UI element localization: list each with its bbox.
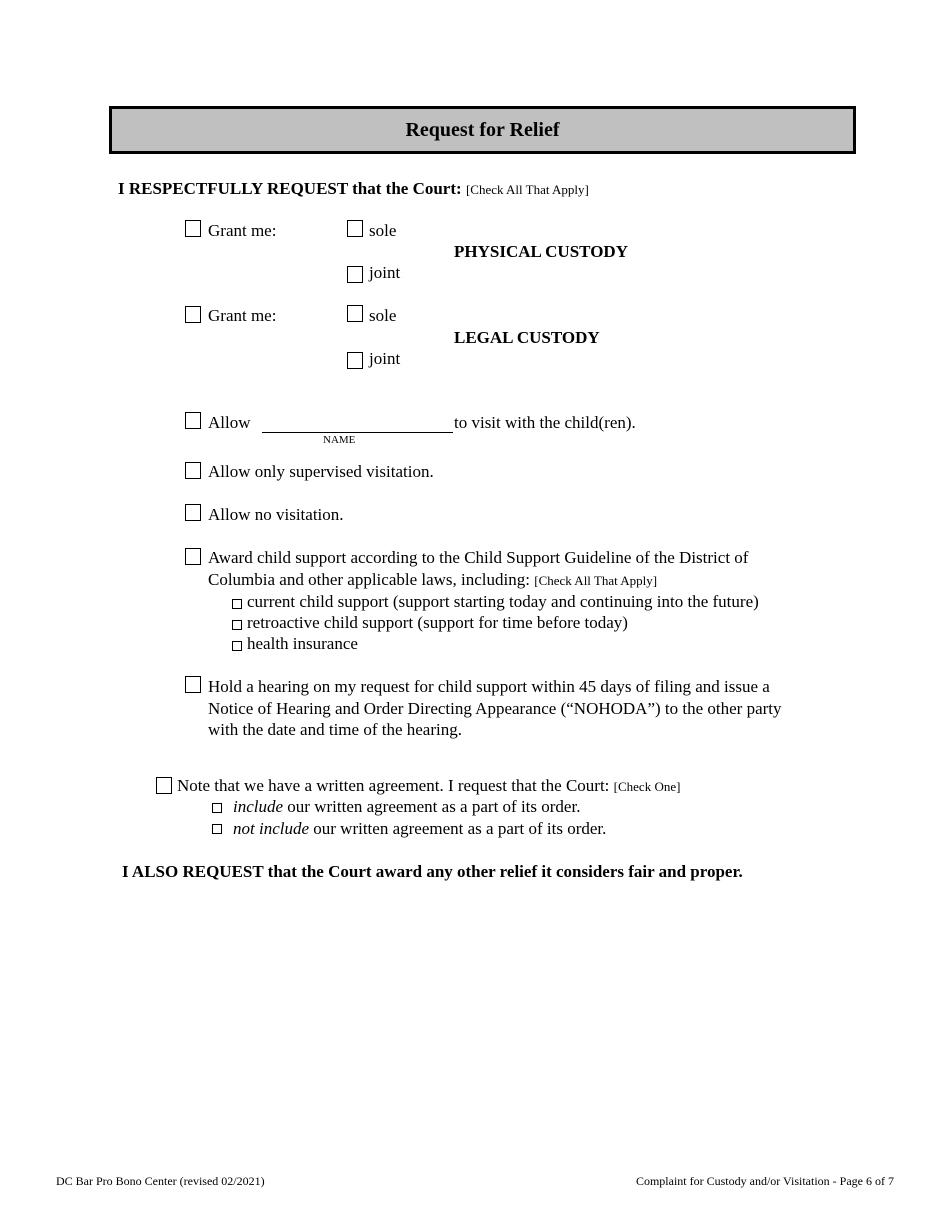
not-include-agreement-label — [233, 819, 606, 839]
grant-physical-label: Grant me: — [208, 221, 277, 240]
grant-legal-checkbox[interactable] — [185, 306, 201, 323]
physical-sole-checkbox[interactable] — [347, 220, 363, 237]
child-support-checkbox[interactable] — [185, 548, 201, 565]
allow-visit-checkbox[interactable] — [185, 412, 201, 429]
hearing-line1: Hold a hearing on my request for child support within 45 days of filing and issue a — [208, 677, 770, 696]
physical-custody-label: PHYSICAL CUSTODY — [454, 242, 628, 261]
supervised-visitation-label: Allow only supervised visitation. — [208, 462, 434, 481]
not-include-em: not include — [233, 819, 310, 838]
health-insurance-label: health insurance — [247, 634, 358, 653]
child-support-line1: Award child support according to the Child Support Guideline of the District of — [208, 548, 749, 567]
grant-legal-label: Grant me: — [208, 306, 277, 325]
child-support-line2-text: Columbia and other applicable laws, including: — [208, 570, 530, 589]
section-title: Request for Relief — [405, 118, 560, 141]
not-include-agreement-checkbox[interactable] — [212, 824, 222, 834]
intro-text: I RESPECTFULLY REQUEST that the Court: — [118, 179, 462, 198]
footer-right: Complaint for Custody and/or Visitation - Page 6 of 7 — [635, 1174, 894, 1188]
agreement-hint: [Check One] — [613, 779, 681, 794]
legal-sole-label: sole — [369, 306, 397, 325]
current-support-checkbox[interactable] — [232, 599, 242, 609]
legal-joint-checkbox[interactable] — [347, 352, 363, 369]
child-support-hint: [Check All That Apply] — [534, 573, 658, 588]
current-support-label: current child support (support starting today and continuing into the future) — [247, 592, 759, 611]
not-include-rest: our written agreement as a part of its order. — [313, 819, 607, 838]
intro-hint: [Check All That Apply] — [465, 182, 589, 197]
allow-suffix: to visit with the child(ren). — [454, 413, 636, 432]
child-support-line2 — [208, 570, 657, 591]
allow-prefix: Allow — [208, 413, 251, 432]
legal-sole-checkbox[interactable] — [347, 305, 363, 322]
hearing-checkbox[interactable] — [185, 676, 201, 693]
retroactive-support-checkbox[interactable] — [232, 620, 242, 630]
supervised-visitation-checkbox[interactable] — [185, 462, 201, 479]
name-caption: NAME — [323, 434, 356, 446]
no-visitation-checkbox[interactable] — [185, 504, 201, 521]
include-em: include — [233, 797, 284, 816]
health-insurance-checkbox[interactable] — [232, 641, 242, 651]
no-visitation-label: Allow no visitation. — [208, 505, 344, 524]
include-agreement-label — [233, 797, 580, 817]
agreement-text: Note that we have a written agreement. I request that the Court: — [177, 776, 610, 795]
visitor-name-input[interactable] — [262, 414, 453, 433]
physical-sole-label: sole — [369, 221, 397, 240]
agreement-line — [177, 776, 680, 797]
grant-physical-checkbox[interactable] — [185, 220, 201, 237]
footer-left: DC Bar Pro Bono Center (revised 02/2021) — [56, 1174, 265, 1188]
hearing-line3: with the date and time of the hearing. — [208, 720, 462, 739]
retroactive-support-label: retroactive child support (support for time before today) — [247, 613, 628, 632]
section-header — [109, 106, 856, 154]
hearing-line2: Notice of Hearing and Order Directing Appearance (“NOHODA”) to the other party — [208, 699, 782, 718]
legal-custody-label: LEGAL CUSTODY — [454, 328, 600, 347]
physical-joint-label: joint — [369, 263, 401, 282]
legal-joint-label: joint — [369, 349, 401, 368]
written-agreement-checkbox[interactable] — [156, 777, 172, 794]
also-request: I ALSO REQUEST that the Court award any other relief it considers fair and proper. — [122, 862, 743, 881]
include-rest: our written agreement as a part of its order. — [287, 797, 581, 816]
intro-line — [118, 179, 589, 200]
include-agreement-checkbox[interactable] — [212, 803, 222, 813]
physical-joint-checkbox[interactable] — [347, 266, 363, 283]
